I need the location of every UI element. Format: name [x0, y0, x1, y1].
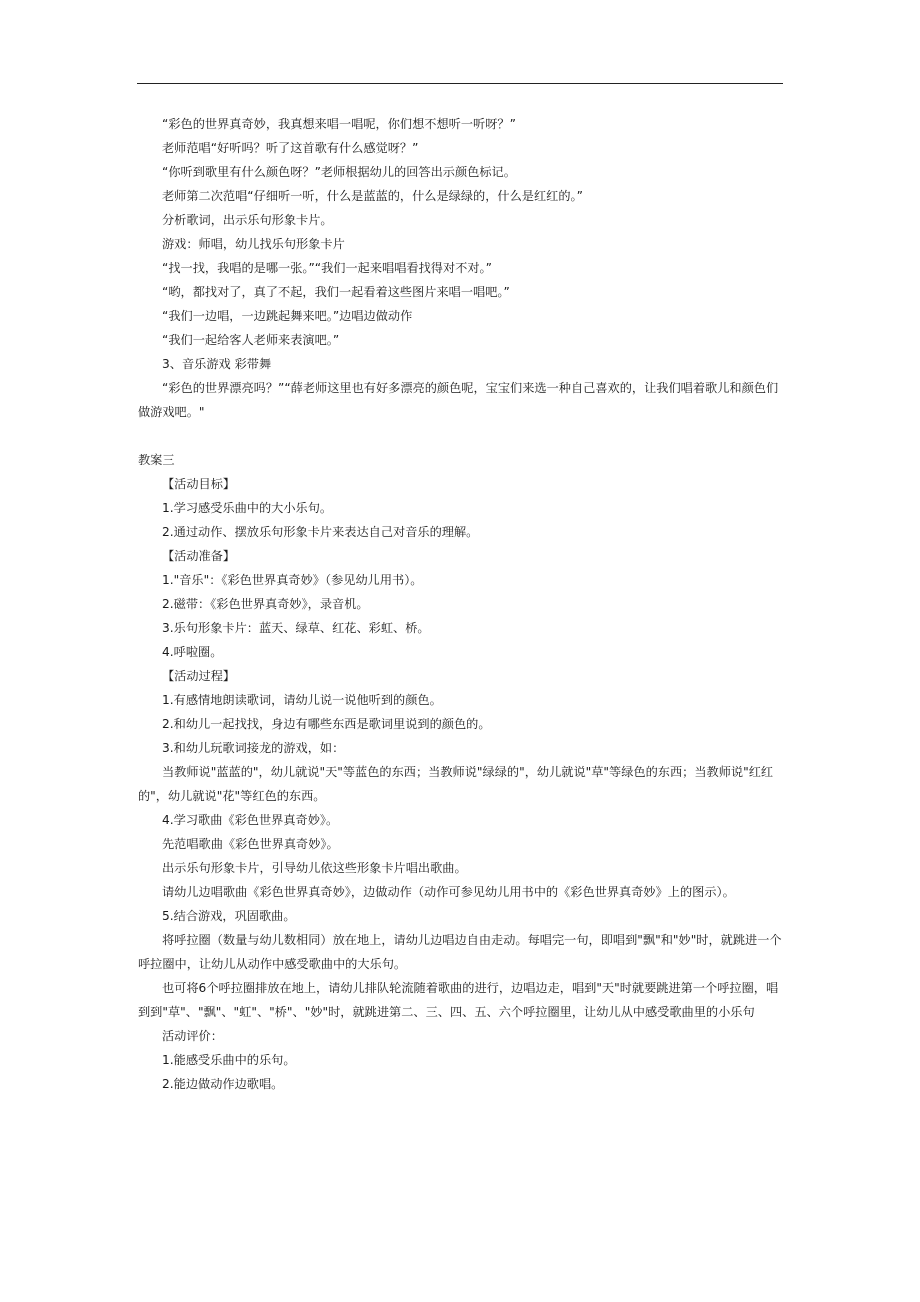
process-paragraph-wrapped: 将呼拉圈（数量与幼儿数相同）放在地上，请幼儿边唱边自由走动。每唱完一句，即唱到"飘"和"妙"时，就跳进一个呼拉圈中，让幼儿从动作中感受歌曲中的大乐句。: [138, 933, 782, 971]
prep-item: 2.磁带：《彩色世界真奇妙》，录音机。: [162, 597, 369, 611]
prep-header: 【活动准备】: [162, 549, 236, 563]
eval-item: 1.能感受乐曲中的乐句。: [162, 1053, 296, 1067]
eval-header: 活动评价：: [162, 1029, 223, 1043]
paragraph: “你听到歌里有什么颜色呀？”老师根据幼儿的回答出示颜色标记。: [162, 165, 516, 179]
process-item: 1.有感情地朗读歌词，请幼儿说一说他听到的颜色。: [162, 693, 442, 707]
process-item: 4.学习歌曲《彩色世界真奇妙》。: [162, 813, 339, 827]
paragraph: “找一找，我唱的是哪一张。”“我们一起来唱唱看找得对不对。”: [162, 261, 492, 275]
goal-item: 2.通过动作、摆放乐句形象卡片来表达自己对音乐的理解。: [162, 525, 479, 539]
section-title: 教案三: [138, 453, 175, 467]
process-item: 2.和幼儿一起找找，身边有哪些东西是歌词里说到的颜色的。: [162, 717, 491, 731]
prep-item: 3.乐句形象卡片：蓝天、绿草、红花、彩虹、桥。: [162, 621, 430, 635]
paragraph: “我们一起给客人老师来表演吧。”: [162, 333, 340, 347]
paragraph: 分析歌词，出示乐句形象卡片。: [162, 213, 333, 227]
process-paragraph-wrapped: 当教师说"蓝蓝的"，幼儿就说"天"等蓝色的东西；当教师说"绿绿的"，幼儿就说"草"等绿色的东西；当教师说"红红的"，幼儿就说"花"等红色的东西。: [138, 765, 774, 803]
paragraph: 老师范唱“好听吗？听了这首歌有什么感觉呀？”: [162, 141, 419, 155]
prep-item: 1."音乐"：《彩色世界真奇妙》（参见幼儿用书）。: [162, 573, 423, 587]
paragraph: 老师第二次范唱“仔细听一听，什么是蓝蓝的，什么是绿绿的，什么是红红的。”: [162, 189, 583, 203]
paragraph: 游戏：师唱，幼儿找乐句形象卡片: [162, 237, 345, 251]
blank-line: [138, 424, 784, 448]
process-item: 出示乐句形象卡片，引导幼儿依这些形象卡片唱出歌曲。: [162, 861, 467, 875]
subheading-music-game: 3、音乐游戏 彩带舞: [162, 357, 272, 371]
paragraph: “彩色的世界真奇妙，我真想来唱一唱呢，你们想不想听一听呀？”: [162, 117, 516, 131]
process-paragraph-wrapped: 也可将6个呼拉圈排放在地上，请幼儿排队轮流随着歌曲的进行，边唱边走，唱到"天"时就要跳进第一个呼拉圈，唱到到"草"、"飘"、"虹"、"桥"、"妙"时，就跳进第二、三、四、五、六个呼拉圈里，让幼儿从中感受歌曲里的小乐句: [138, 981, 779, 1019]
process-item: 先范唱歌曲《彩色世界真奇妙》。: [162, 837, 339, 851]
paragraph: “哟，都找对了，真了不起，我们一起看着这些图片来唱一唱吧。”: [162, 285, 510, 299]
process-item: 5.结合游戏，巩固歌曲。: [162, 909, 296, 923]
paragraph-wrapped: “彩色的世界漂亮吗？”“薛老师这里也有好多漂亮的颜色呢，宝宝们来选一种自己喜欢的，让我们唱着歌儿和颜色们做游戏吧。": [138, 381, 779, 419]
paragraph: “我们一边唱，一边跳起舞来吧。”边唱边做动作: [162, 309, 413, 323]
goal-item: 1.学习感受乐曲中的大小乐句。: [162, 501, 333, 515]
eval-item: 2.能边做动作边歌唱。: [162, 1077, 284, 1091]
process-header: 【活动过程】: [162, 669, 236, 683]
prep-item: 4.呼啦圈。: [162, 645, 223, 659]
process-item: 3.和幼儿玩歌词接龙的游戏，如：: [162, 741, 345, 755]
process-item: 请幼儿边唱歌曲《彩色世界真奇妙》，边做动作（动作可参见幼儿用书中的《彩色世界真奇妙》上的图示）。: [162, 885, 735, 899]
document-body: [138, 112, 784, 1096]
goals-header: 【活动目标】: [162, 477, 236, 491]
header-rule: [137, 83, 783, 84]
